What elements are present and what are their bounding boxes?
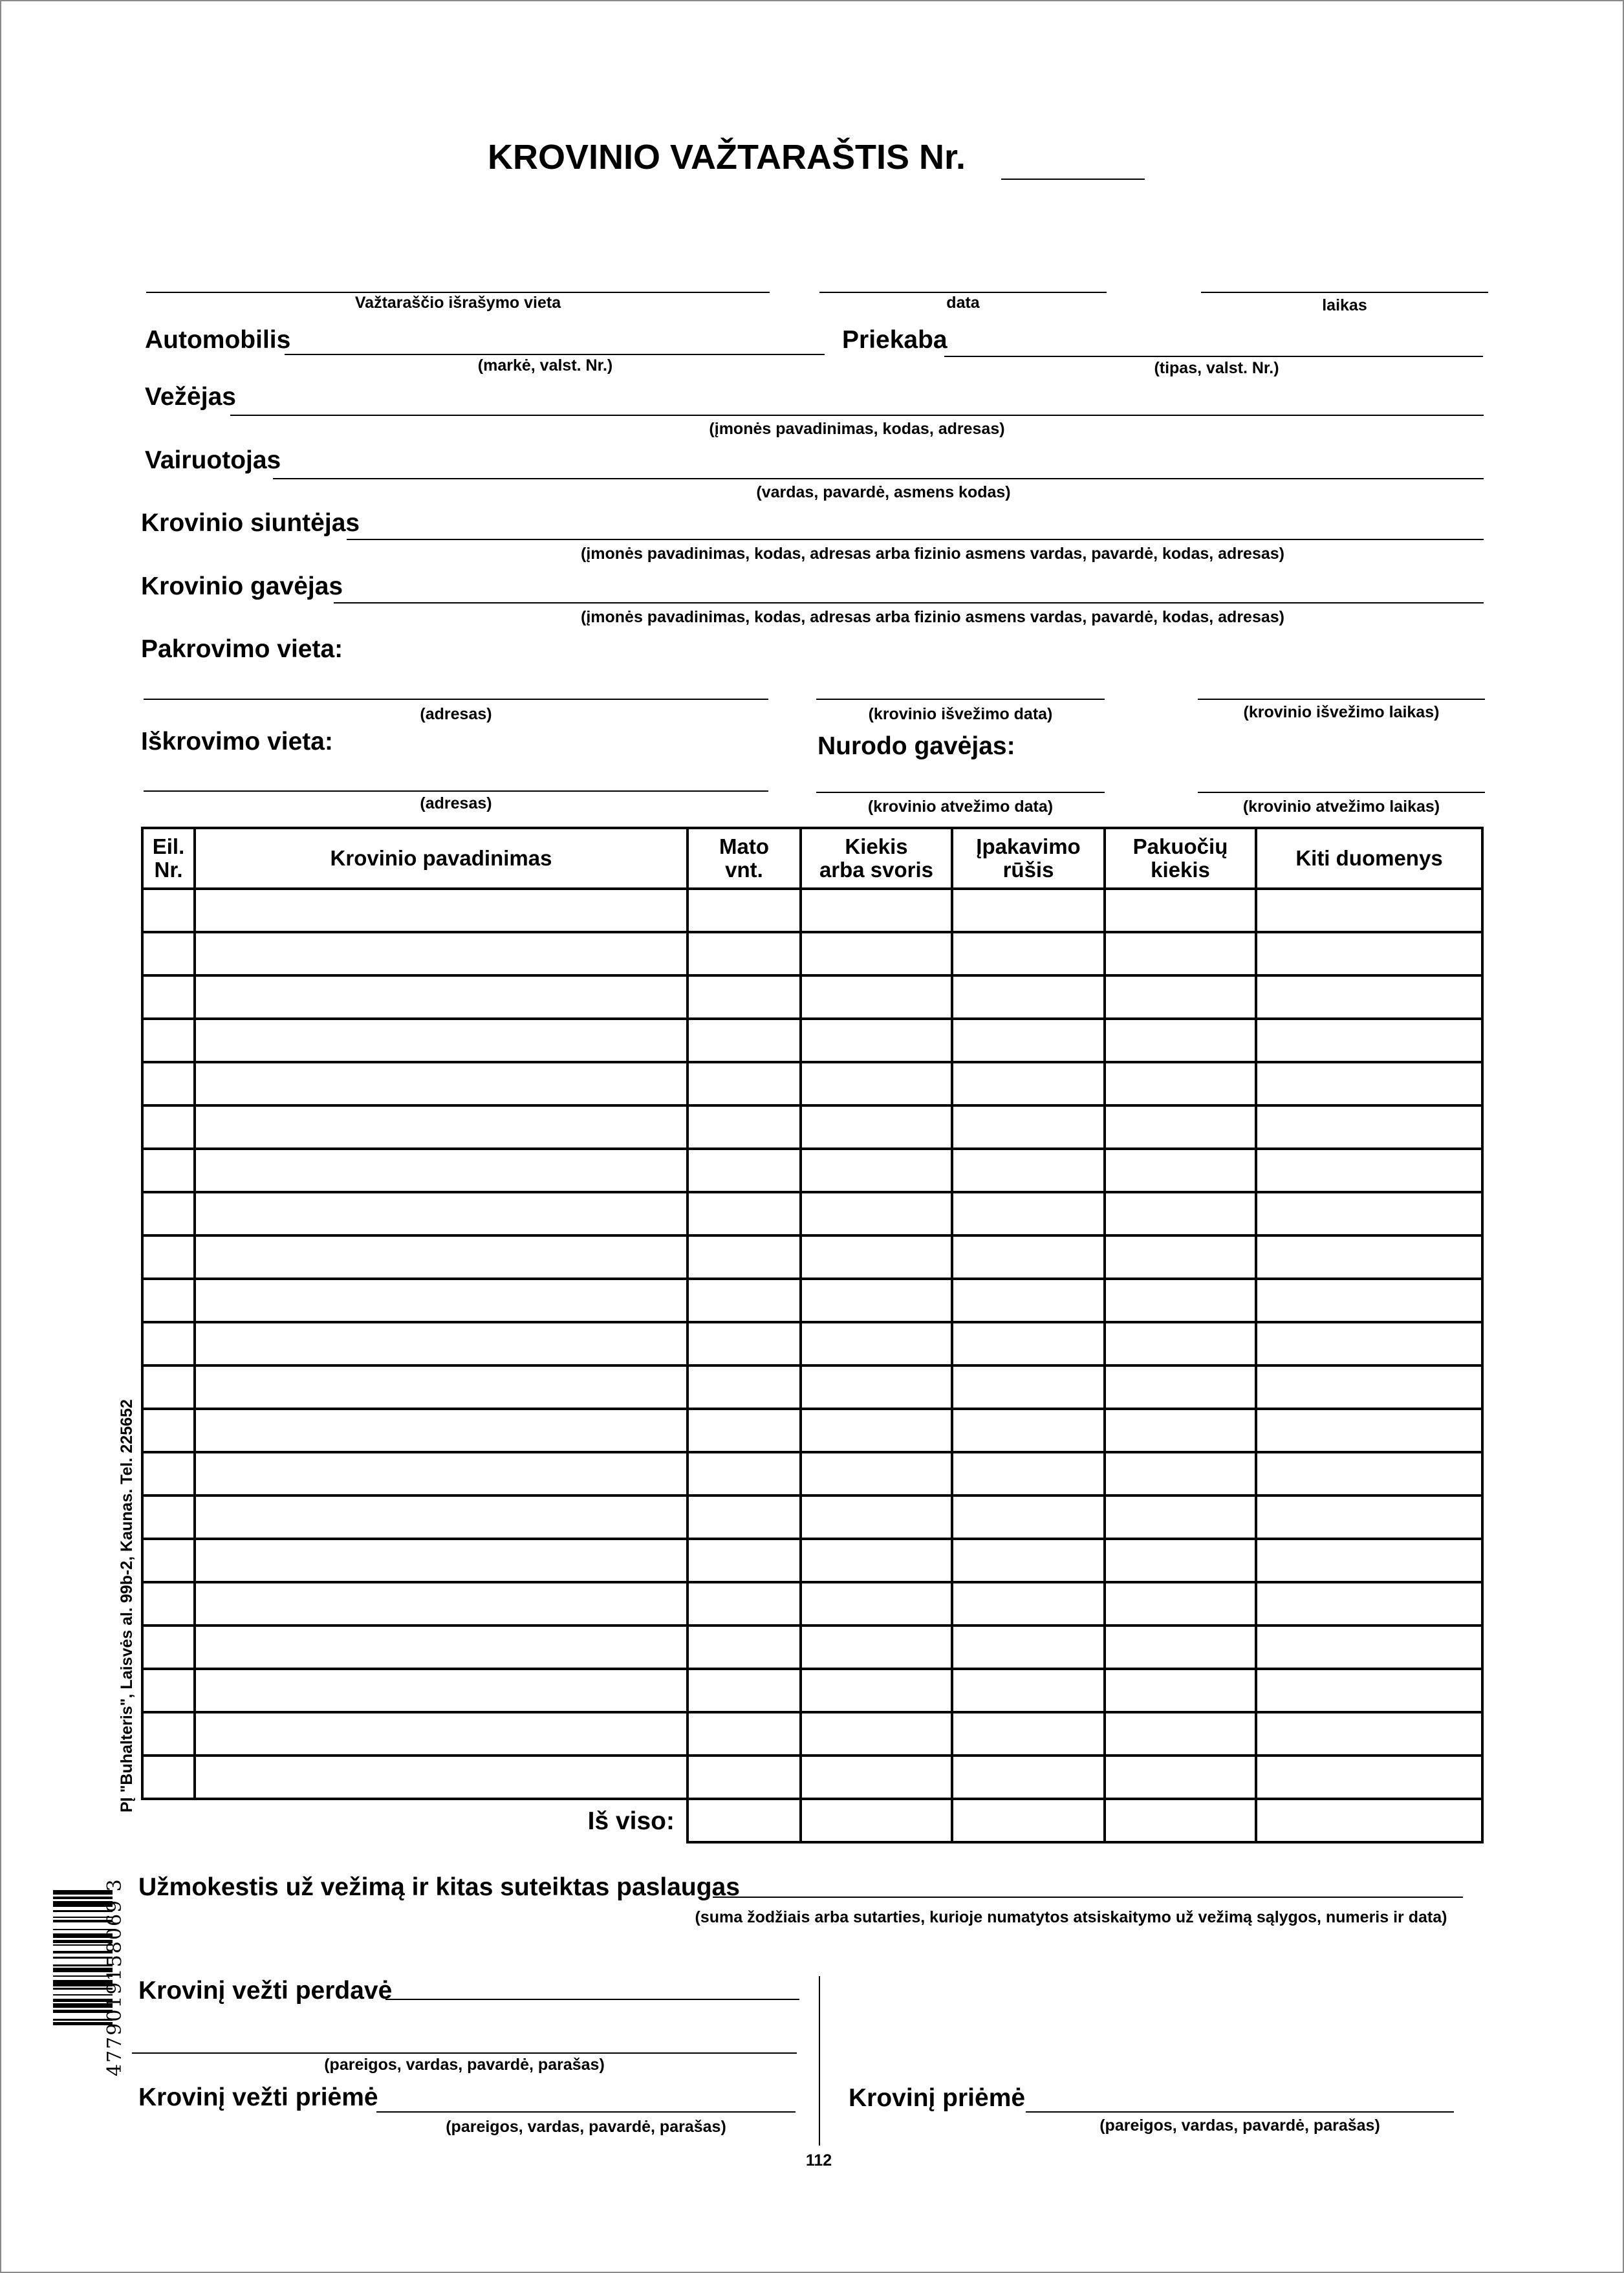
table-row (142, 975, 1482, 1019)
table-cell[interactable] (952, 1582, 1105, 1626)
issue-time-field[interactable] (1201, 292, 1488, 293)
table-cell[interactable] (1256, 1495, 1482, 1539)
table-cell[interactable] (687, 1539, 801, 1582)
col-header-other-data: Kiti duomenys (1256, 828, 1482, 889)
table-cell[interactable] (801, 1235, 952, 1279)
table-cell[interactable] (195, 1019, 687, 1062)
table-cell[interactable] (687, 1495, 801, 1539)
table-cell[interactable] (952, 932, 1105, 975)
table-cell[interactable] (142, 1279, 195, 1322)
table-row (142, 1105, 1482, 1149)
table-cell[interactable] (142, 1495, 195, 1539)
table-cell[interactable] (195, 1669, 687, 1712)
table-cell[interactable] (952, 1322, 1105, 1365)
table-cell[interactable] (195, 1712, 687, 1756)
table-row (142, 932, 1482, 975)
table-cell[interactable] (142, 1192, 195, 1235)
table-cell[interactable] (801, 1409, 952, 1452)
table-cell[interactable] (1256, 1539, 1482, 1582)
handed-over-label: Krovinį vežti perdavė (138, 1977, 393, 2005)
departure-date-caption: (krovinio išvežimo data) (868, 705, 1053, 723)
table-header-row (142, 828, 1482, 889)
table-row (142, 1149, 1482, 1192)
trailer-field[interactable] (944, 356, 1483, 357)
table-cell[interactable] (142, 1582, 195, 1626)
table-cell[interactable] (801, 1322, 952, 1365)
table-cell[interactable] (142, 1322, 195, 1365)
accepted-for-transport-label: Krovinį vežti priėmė (138, 2083, 378, 2111)
table-cell[interactable] (195, 1626, 687, 1669)
table-cell[interactable] (1105, 1756, 1256, 1799)
table-cell[interactable] (952, 1756, 1105, 1799)
table-cell[interactable] (1256, 1365, 1482, 1409)
table-cell[interactable] (195, 889, 687, 932)
table-cell[interactable] (195, 1452, 687, 1495)
table-cell[interactable] (1256, 975, 1482, 1019)
table-cell[interactable] (1256, 889, 1482, 932)
received-caption: (pareigos, vardas, pavardė, parašas) (1099, 2116, 1380, 2135)
payment-field[interactable] (713, 1897, 1463, 1898)
driver-label: Vairuotojas (145, 446, 281, 474)
table-cell[interactable] (1105, 1365, 1256, 1409)
table-cell[interactable] (687, 1409, 801, 1452)
table-cell[interactable] (801, 932, 952, 975)
table-cell[interactable] (952, 1712, 1105, 1756)
table-cell[interactable] (142, 1235, 195, 1279)
table-row (142, 1756, 1482, 1799)
table-cell[interactable] (952, 1495, 1105, 1539)
table-cell[interactable] (687, 1105, 801, 1149)
unloading-address-field[interactable] (144, 790, 768, 792)
publisher-text: PĮ "Buhalteris", Laisvės al. 99b-2, Kaunas. Tel. 225652 (118, 1399, 136, 1812)
col-header-unit: Mato vnt. (687, 828, 801, 889)
table-cell[interactable] (1256, 1669, 1482, 1712)
table-cell[interactable] (687, 1582, 801, 1626)
table-row (142, 1279, 1482, 1322)
table-cell[interactable] (801, 1495, 952, 1539)
waybill-form: KROVINIO VAŽTARAŠTIS Nr. Važtaraščio išrašymo vieta data laikas Automobilis (markė, valst. Nr.) Priekaba (tipas, valst. Nr.) Vežėjas (įmonės pavadinimas, kodas, adresas) Vairuotojas (vardas, pavardė, asmens kodas) Krovinio siuntėjas (įmonės pavadinimas, kodas, adresas arba fizinio asmens vardas, pavardė, kodas, adresas) Krovinio gavėjas (įmonės pavadinimas, kodas, adresas arba fizinio asmens vardas, pavardė, kodas, adresas) Pakrovimo vieta: (adresas) (krovinio išvežimo data) (krovinio išvežimo laikas) Iškrovimo vieta: Nurodo gavėjas: (adresas) (krovinio atvežimo data) (krovinio atvežimo laikas) Eil. Nr. Krovinio pavadinimas Mato vnt. Kiekis arba svoris Įpakavimo rūšis Pakuočių kiekis Kiti duomenys Iš viso: Užmokestis už vežimą ir kitas suteiktas paslaugas (suma žodžiais arba sutarties, kurioje numatytos atsiskaitymo už vežimą sąlygos, numeris ir data) Krovinį vežti perdavė (pareigos, vardas, pavardė, parašas) Krovinį vežti priėmė (pareigos, vardas, pavardė, parašas) Krovinį priėmė (pareigos, vardas, pavardė, parašas) PĮ "Buhalteris", Laisvės al. 99b-2, Kaunas. Tel. 225652 4779019158069 3 112 (0, 0, 1624, 2273)
table-cell[interactable] (687, 1756, 801, 1799)
car-field[interactable] (285, 354, 825, 355)
table-cell[interactable] (1105, 1409, 1256, 1452)
handed-over-caption: (pareigos, vardas, pavardė, parašas) (324, 2056, 605, 2074)
table-row (142, 1322, 1482, 1365)
issue-place-caption: Važtaraščio išrašymo vieta (354, 294, 561, 312)
table-row (142, 1409, 1482, 1452)
total-cell[interactable] (1105, 1799, 1256, 1842)
receiver-caption: (įmonės pavadinimas, kodas, adresas arba fizinio asmens vardas, pavardė, kodas, adresas) (581, 608, 1284, 626)
table-cell[interactable] (195, 1192, 687, 1235)
table-cell[interactable] (1105, 1322, 1256, 1365)
table-cell[interactable] (1105, 1062, 1256, 1105)
loading-address-field[interactable] (144, 699, 768, 700)
table-cell[interactable] (1256, 932, 1482, 975)
loading-address-caption: (adresas) (420, 705, 492, 723)
arrival-time-caption: (krovinio atvežimo laikas) (1242, 798, 1440, 816)
table-row (142, 1626, 1482, 1669)
total-cell[interactable] (801, 1799, 952, 1842)
handed-over-signature-line[interactable] (132, 2052, 797, 2054)
table-cell[interactable] (1256, 1712, 1482, 1756)
table-cell[interactable] (687, 1062, 801, 1105)
table-cell[interactable] (952, 1409, 1105, 1452)
table-cell[interactable] (687, 889, 801, 932)
table-cell[interactable] (195, 932, 687, 975)
table-cell[interactable] (1105, 1279, 1256, 1322)
table-cell[interactable] (195, 1105, 687, 1149)
table-row (142, 1192, 1482, 1235)
table-cell[interactable] (142, 1409, 195, 1452)
table-cell[interactable] (1105, 889, 1256, 932)
table-cell[interactable] (1105, 1192, 1256, 1235)
departure-date-field[interactable] (816, 699, 1105, 700)
issue-place-field[interactable] (146, 292, 770, 293)
col-header-package-count: Pakuočių kiekis (1105, 828, 1256, 889)
total-label: Iš viso: (587, 1807, 675, 1835)
received-label: Krovinį priėmė (849, 2084, 1026, 2112)
table-row (142, 1062, 1482, 1105)
driver-field[interactable] (273, 478, 1484, 479)
car-caption: (markė, valst. Nr.) (477, 356, 613, 375)
table-row (142, 1539, 1482, 1582)
table-cell[interactable] (801, 1365, 952, 1409)
departure-time-field[interactable] (1198, 699, 1485, 700)
issue-time-caption: laikas (1322, 296, 1367, 314)
table-cell[interactable] (801, 1062, 952, 1105)
table-cell[interactable] (1105, 1712, 1256, 1756)
table-row (142, 1365, 1482, 1409)
table-cell[interactable] (142, 1452, 195, 1495)
table-cell[interactable] (1256, 1019, 1482, 1062)
table-cell[interactable] (195, 1495, 687, 1539)
total-cell[interactable] (1256, 1799, 1482, 1842)
table-cell[interactable] (1105, 1539, 1256, 1582)
table-cell[interactable] (952, 1105, 1105, 1149)
table-cell[interactable] (195, 1582, 687, 1626)
table-cell[interactable] (1105, 1105, 1256, 1149)
table-cell[interactable] (801, 1582, 952, 1626)
table-cell[interactable] (952, 1192, 1105, 1235)
table-cell[interactable] (1256, 1582, 1482, 1626)
table-cell[interactable] (801, 1626, 952, 1669)
table-cell[interactable] (1105, 1019, 1256, 1062)
table-row (142, 1019, 1482, 1062)
sender-field[interactable] (347, 539, 1484, 540)
col-header-quantity: Kiekis arba svoris (801, 828, 952, 889)
table-cell[interactable] (1256, 1062, 1482, 1105)
table-cell[interactable] (142, 1712, 195, 1756)
table-cell[interactable] (801, 889, 952, 932)
accepted-for-transport-caption: (pareigos, vardas, pavardė, parašas) (446, 2118, 726, 2136)
table-cell[interactable] (801, 1192, 952, 1235)
unloading-place-label: Iškrovimo vieta: (141, 728, 333, 756)
accepted-for-transport-field[interactable] (376, 2111, 796, 2113)
table-cell[interactable] (1105, 932, 1256, 975)
table-cell[interactable] (687, 1626, 801, 1669)
table-cell[interactable] (801, 975, 952, 1019)
table-cell[interactable] (1256, 1409, 1482, 1452)
receiver-label: Krovinio gavėjas (141, 572, 343, 600)
col-header-packaging: Įpakavimo rūšis (952, 828, 1105, 889)
table-cell[interactable] (142, 932, 195, 975)
table-cell[interactable] (801, 1452, 952, 1495)
arrival-date-caption: (krovinio atvežimo data) (867, 798, 1054, 816)
table-cell[interactable] (952, 1365, 1105, 1409)
table-cell[interactable] (142, 1669, 195, 1712)
table-cell[interactable] (1105, 1495, 1256, 1539)
page-number: 112 (805, 2151, 832, 2170)
table-cell[interactable] (801, 1019, 952, 1062)
table-cell[interactable] (195, 1149, 687, 1192)
sender-label: Krovinio siuntėjas (141, 509, 360, 537)
table-cell[interactable] (142, 975, 195, 1019)
unloading-address-caption: (adresas) (420, 794, 492, 812)
table-cell[interactable] (1105, 975, 1256, 1019)
table-cell[interactable] (142, 1626, 195, 1669)
table-row (142, 1712, 1482, 1756)
table-cell[interactable] (142, 1756, 195, 1799)
arrival-date-field[interactable] (816, 792, 1105, 793)
table-cell[interactable] (142, 1019, 195, 1062)
total-spacer (142, 1799, 195, 1842)
received-field[interactable] (1026, 2111, 1454, 2113)
table-cell[interactable] (142, 1149, 195, 1192)
arrival-time-field[interactable] (1198, 792, 1485, 793)
table-cell[interactable] (952, 1279, 1105, 1322)
cargo-table (141, 827, 1484, 1843)
receiver-field[interactable] (334, 602, 1484, 604)
table-cell[interactable] (801, 1279, 952, 1322)
table-row (142, 1582, 1482, 1626)
table-cell[interactable] (195, 975, 687, 1019)
table-cell[interactable] (801, 1149, 952, 1192)
table-cell[interactable] (1256, 1149, 1482, 1192)
table-cell[interactable] (195, 1062, 687, 1105)
table-cell[interactable] (1256, 1626, 1482, 1669)
table-cell[interactable] (142, 1062, 195, 1105)
departure-time-caption: (krovinio išvežimo laikas) (1243, 703, 1440, 721)
table-cell[interactable] (687, 1192, 801, 1235)
table-cell[interactable] (1256, 1452, 1482, 1495)
table-cell[interactable] (195, 1322, 687, 1365)
carrier-caption: (įmonės pavadinimas, kodas, adresas) (709, 420, 1005, 438)
table-cell[interactable] (952, 889, 1105, 932)
table-cell[interactable] (952, 975, 1105, 1019)
table-cell[interactable] (801, 1669, 952, 1712)
recipient-specifies-label: Nurodo gavėjas: (817, 732, 1015, 760)
table-cell[interactable] (1256, 1105, 1482, 1149)
table-cell[interactable] (142, 889, 195, 932)
carrier-field[interactable] (230, 415, 1484, 416)
table-cell[interactable] (952, 1062, 1105, 1105)
table-cell[interactable] (952, 1149, 1105, 1192)
table-row (142, 1495, 1482, 1539)
table-cell[interactable] (195, 1409, 687, 1452)
table-cell[interactable] (195, 1365, 687, 1409)
table-cell[interactable] (1105, 1626, 1256, 1669)
table-cell[interactable] (801, 1539, 952, 1582)
table-cell[interactable] (1256, 1279, 1482, 1322)
table-cell[interactable] (687, 1669, 801, 1712)
table-cell[interactable] (952, 1452, 1105, 1495)
table-cell[interactable] (1256, 1192, 1482, 1235)
table-cell[interactable] (687, 1019, 801, 1062)
table-cell[interactable] (1105, 1149, 1256, 1192)
car-label: Automobilis (145, 326, 291, 354)
table-cell[interactable] (801, 1105, 952, 1149)
sender-caption: (įmonės pavadinimas, kodas, adresas arba fizinio asmens vardas, pavardė, kodas, adresas) (581, 545, 1284, 563)
table-cell[interactable] (1256, 1322, 1482, 1365)
table-cell[interactable] (1105, 1235, 1256, 1279)
col-header-number: Eil. Nr. (142, 828, 195, 889)
table-row (142, 1452, 1482, 1495)
total-cell[interactable] (687, 1799, 801, 1842)
table-cell[interactable] (142, 1105, 195, 1149)
payment-caption: (suma žodžiais arba sutarties, kurioje numatytos atsiskaitymo už vežimą sąlygos, numeris ir data) (695, 1908, 1447, 1926)
table-cell[interactable] (687, 932, 801, 975)
table-cell[interactable] (952, 1626, 1105, 1669)
loading-place-label: Pakrovimo vieta: (141, 635, 343, 663)
trailer-caption: (tipas, valst. Nr.) (1154, 359, 1279, 377)
total-cell[interactable] (952, 1799, 1105, 1842)
table-cell[interactable] (952, 1235, 1105, 1279)
table-cell[interactable] (195, 1539, 687, 1582)
table-cell[interactable] (952, 1019, 1105, 1062)
waybill-number-field[interactable] (1001, 179, 1145, 180)
table-cell[interactable] (952, 1539, 1105, 1582)
table-cell[interactable] (687, 1712, 801, 1756)
table-cell[interactable] (687, 1452, 801, 1495)
form-title: KROVINIO VAŽTARAŠTIS Nr. (488, 138, 966, 177)
total-row (142, 1799, 1482, 1842)
table-row (142, 1669, 1482, 1712)
table-cell[interactable] (687, 1279, 801, 1322)
table-cell[interactable] (195, 1279, 687, 1322)
table-cell[interactable] (801, 1756, 952, 1799)
table-cell[interactable] (687, 1365, 801, 1409)
table-cell[interactable] (195, 1756, 687, 1799)
signature-divider (819, 1976, 820, 2146)
driver-caption: (vardas, pavardė, asmens kodas) (756, 483, 1011, 501)
table-row (142, 1235, 1482, 1279)
table-cell[interactable] (142, 1365, 195, 1409)
table-cell[interactable] (687, 975, 801, 1019)
table-cell[interactable] (952, 1669, 1105, 1712)
payment-label: Užmokestis už vežimą ir kitas suteiktas paslaugas (138, 1873, 740, 1901)
handed-over-field[interactable] (385, 1999, 799, 2000)
table-cell[interactable] (687, 1322, 801, 1365)
table-cell[interactable] (1256, 1756, 1482, 1799)
table-cell[interactable] (801, 1712, 952, 1756)
table-cell[interactable] (1105, 1582, 1256, 1626)
table-cell[interactable] (1256, 1235, 1482, 1279)
table-cell[interactable] (195, 1235, 687, 1279)
carrier-label: Vežėjas (145, 383, 236, 411)
trailer-label: Priekaba (842, 326, 947, 354)
table-cell[interactable] (687, 1149, 801, 1192)
table-cell[interactable] (1105, 1669, 1256, 1712)
col-header-cargo-name: Krovinio pavadinimas (195, 828, 687, 889)
table-cell[interactable] (687, 1235, 801, 1279)
table-row (142, 889, 1482, 932)
table-cell[interactable] (142, 1539, 195, 1582)
issue-date-field[interactable] (819, 292, 1107, 293)
table-cell[interactable] (1105, 1452, 1256, 1495)
issue-date-caption: data (946, 294, 980, 312)
